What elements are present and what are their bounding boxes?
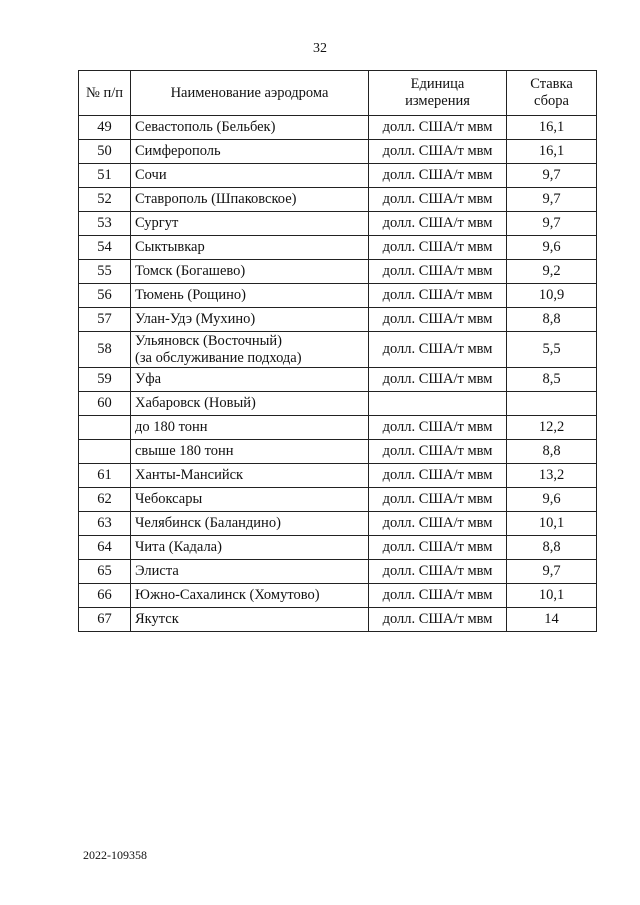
row-unit: долл. США/т мвм — [369, 584, 507, 608]
row-unit: долл. США/т мвм — [369, 536, 507, 560]
document-number: 2022-109358 — [83, 848, 147, 862]
row-unit: долл. США/т мвм — [369, 260, 507, 284]
row-name: Тюмень (Рощино) — [131, 284, 369, 308]
row-rate: 8,8 — [507, 308, 597, 332]
row-name: Симферополь — [131, 140, 369, 164]
row-num: 65 — [79, 560, 131, 584]
row-num: 67 — [79, 608, 131, 632]
row-name: Сыктывкар — [131, 236, 369, 260]
row-unit: долл. США/т мвм — [369, 488, 507, 512]
row-rate: 9,7 — [507, 212, 597, 236]
row-name: Томск (Богашево) — [131, 260, 369, 284]
row-num: 53 — [79, 212, 131, 236]
aerodrome-rates-table — [78, 70, 597, 632]
row-rate: 9,2 — [507, 260, 597, 284]
row-rate: 5,5 — [507, 332, 597, 368]
row-rate: 14 — [507, 608, 597, 632]
row-rate: 8,5 — [507, 368, 597, 392]
table-row — [79, 488, 597, 512]
row-unit: долл. США/т мвм — [369, 188, 507, 212]
row-rate: 10,1 — [507, 512, 597, 536]
table-row — [79, 560, 597, 584]
table-row — [79, 236, 597, 260]
row-rate: 16,1 — [507, 140, 597, 164]
row-name: Челябинск (Баландино) — [131, 512, 369, 536]
row-unit: долл. США/т мвм — [369, 440, 507, 464]
row-name: Сургут — [131, 212, 369, 236]
table-row — [79, 464, 597, 488]
row-name-line1: Ульяновск (Восточный) — [135, 332, 282, 349]
table-row — [79, 392, 597, 416]
row-num — [79, 416, 131, 440]
row-num: 60 — [79, 392, 131, 416]
header-rate-line1: Ставка — [530, 76, 573, 92]
table-row — [79, 608, 597, 632]
page-number: 32 — [313, 41, 327, 56]
row-name: Севастополь (Бельбек) — [131, 116, 369, 140]
header-num: № п/п — [79, 71, 131, 116]
row-rate: 12,2 — [507, 416, 597, 440]
row-rate: 9,6 — [507, 488, 597, 512]
row-unit: долл. США/т мвм — [369, 308, 507, 332]
table-row — [79, 332, 597, 368]
table-row — [79, 140, 597, 164]
row-name: Якутск — [131, 608, 369, 632]
row-name: свыше 180 тонн — [131, 440, 369, 464]
table-row — [79, 308, 597, 332]
row-rate: 13,2 — [507, 464, 597, 488]
row-num: 64 — [79, 536, 131, 560]
row-num: 55 — [79, 260, 131, 284]
row-num: 63 — [79, 512, 131, 536]
header-rate-line2: сбора — [534, 93, 569, 109]
header-unit-line1: Единица — [410, 76, 465, 92]
table-row — [79, 584, 597, 608]
row-name — [131, 332, 369, 368]
row-unit: долл. США/т мвм — [369, 464, 507, 488]
row-rate: 10,1 — [507, 584, 597, 608]
header-unit-line2: измерения — [405, 93, 470, 109]
row-name: Уфа — [131, 368, 369, 392]
row-rate: 9,7 — [507, 560, 597, 584]
row-unit — [369, 392, 507, 416]
table-row — [79, 512, 597, 536]
row-unit: долл. США/т мвм — [369, 212, 507, 236]
row-num: 58 — [79, 332, 131, 368]
table-row — [79, 212, 597, 236]
row-num: 59 — [79, 368, 131, 392]
row-unit: долл. США/т мвм — [369, 608, 507, 632]
row-name-line2: (за обслуживание подхода) — [135, 349, 302, 366]
table-row — [79, 536, 597, 560]
row-name: Хабаровск (Новый) — [131, 392, 369, 416]
row-num: 52 — [79, 188, 131, 212]
row-name: Чита (Кадала) — [131, 536, 369, 560]
row-unit: долл. США/т мвм — [369, 116, 507, 140]
row-rate — [507, 392, 597, 416]
row-num: 49 — [79, 116, 131, 140]
row-num: 50 — [79, 140, 131, 164]
row-unit: долл. США/т мвм — [369, 284, 507, 308]
table-row — [79, 284, 597, 308]
row-unit: долл. США/т мвм — [369, 140, 507, 164]
table-row — [79, 188, 597, 212]
row-num: 54 — [79, 236, 131, 260]
header-name: Наименование аэродрома — [131, 71, 369, 116]
row-unit: долл. США/т мвм — [369, 416, 507, 440]
row-unit: долл. США/т мвм — [369, 560, 507, 584]
table-row — [79, 440, 597, 464]
row-num: 62 — [79, 488, 131, 512]
row-num: 66 — [79, 584, 131, 608]
row-name: Южно-Сахалинск (Хомутово) — [131, 584, 369, 608]
row-unit: долл. США/т мвм — [369, 332, 507, 368]
row-rate: 9,6 — [507, 236, 597, 260]
row-name: Чебоксары — [131, 488, 369, 512]
row-name: Ставрополь (Шпаковское) — [131, 188, 369, 212]
row-name: до 180 тонн — [131, 416, 369, 440]
row-num: 57 — [79, 308, 131, 332]
table-row — [79, 164, 597, 188]
table-row — [79, 260, 597, 284]
row-num: 51 — [79, 164, 131, 188]
row-name: Элиста — [131, 560, 369, 584]
row-rate: 16,1 — [507, 116, 597, 140]
row-rate: 8,8 — [507, 440, 597, 464]
table-row — [79, 116, 597, 140]
row-num — [79, 440, 131, 464]
table-header-row — [79, 71, 597, 116]
row-unit: долл. США/т мвм — [369, 512, 507, 536]
row-num: 61 — [79, 464, 131, 488]
row-rate: 8,8 — [507, 536, 597, 560]
table-row — [79, 416, 597, 440]
row-name: Улан-Удэ (Мухино) — [131, 308, 369, 332]
row-unit: долл. США/т мвм — [369, 368, 507, 392]
table-row — [79, 368, 597, 392]
row-unit: долл. США/т мвм — [369, 164, 507, 188]
row-num: 56 — [79, 284, 131, 308]
row-rate: 9,7 — [507, 188, 597, 212]
header-unit — [369, 71, 507, 116]
row-name: Ханты-Мансийск — [131, 464, 369, 488]
header-rate — [507, 71, 597, 116]
row-name: Сочи — [131, 164, 369, 188]
row-rate: 9,7 — [507, 164, 597, 188]
row-unit: долл. США/т мвм — [369, 236, 507, 260]
row-rate: 10,9 — [507, 284, 597, 308]
